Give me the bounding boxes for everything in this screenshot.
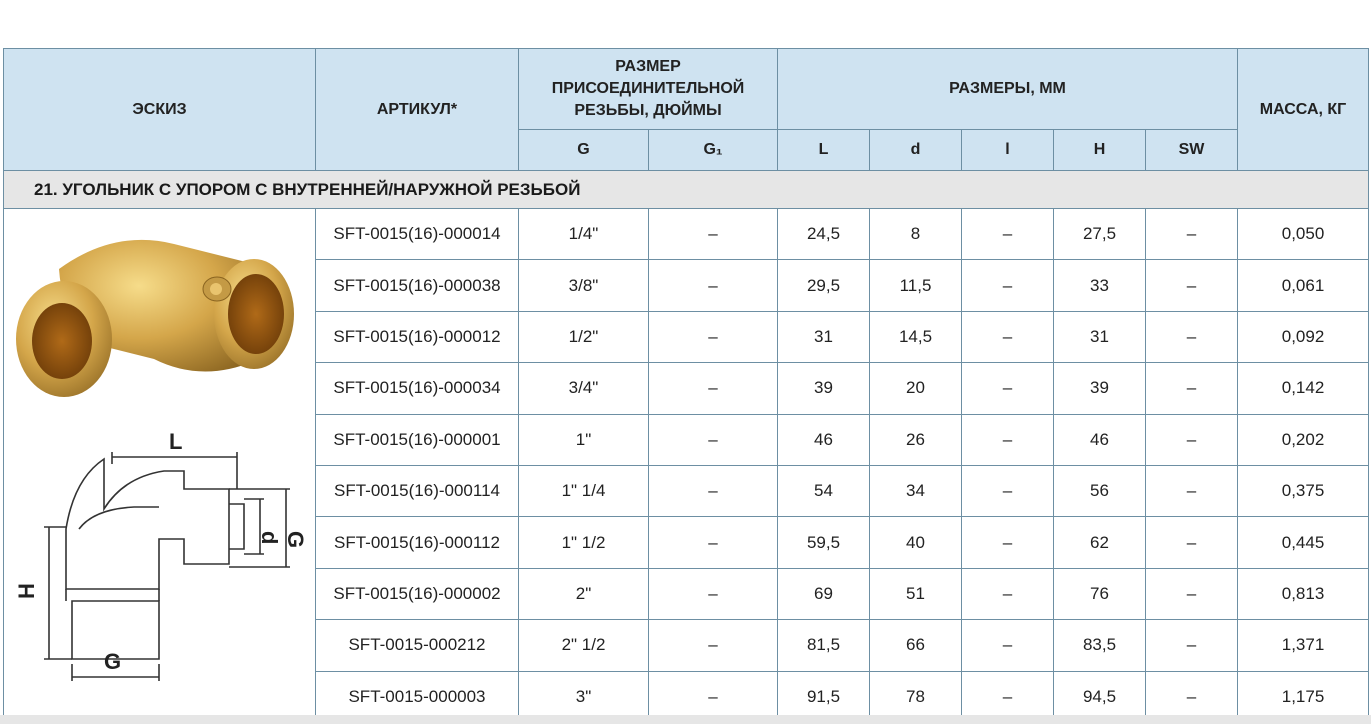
cell-g: 3/4" [519, 363, 649, 414]
cell-sw: – [1146, 363, 1238, 414]
cell-l: 24,5 [778, 209, 870, 260]
header-g1: G₁ [649, 130, 778, 171]
cell-sw: – [1146, 209, 1238, 260]
cell-mass: 0,142 [1238, 363, 1369, 414]
header-mass: МАССА, КГ [1238, 49, 1369, 171]
cell-g: 3/8" [519, 260, 649, 311]
cell-g1: – [649, 568, 778, 619]
header-l: L [778, 130, 870, 171]
label-h: H [14, 583, 39, 599]
header-dimensions: РАЗМЕРЫ, ММ [778, 49, 1238, 130]
header-sketch: ЭСКИЗ [4, 49, 316, 171]
cell-sw: – [1146, 465, 1238, 516]
cell-mass: 0,813 [1238, 568, 1369, 619]
cell-g1: – [649, 260, 778, 311]
cell-d: 40 [870, 517, 962, 568]
cell-d: 66 [870, 620, 962, 671]
cell-l: 29,5 [778, 260, 870, 311]
cell-sw: – [1146, 671, 1238, 722]
cell-l: 59,5 [778, 517, 870, 568]
cell-g1: – [649, 414, 778, 465]
product-table [3, 48, 1368, 723]
header-g: G [519, 130, 649, 171]
cell-article: SFT-0015-000003 [316, 671, 519, 722]
cell-h: 76 [1054, 568, 1146, 619]
cell-g1: – [649, 517, 778, 568]
label-d: d [257, 531, 282, 545]
cell-g: 3" [519, 671, 649, 722]
cell-mass: 0,061 [1238, 260, 1369, 311]
cell-mass: 1,371 [1238, 620, 1369, 671]
cell-sw: – [1146, 260, 1238, 311]
cell-h: 46 [1054, 414, 1146, 465]
cell-l: 81,5 [778, 620, 870, 671]
cell-small-l: – [962, 414, 1054, 465]
cell-sw: – [1146, 414, 1238, 465]
section-title: 21. УГОЛЬНИК С УПОРОМ С ВНУТРЕННЕЙ/НАРУЖНОЙ РЕЗЬБОЙ [4, 171, 1369, 209]
cell-d: 14,5 [870, 311, 962, 362]
cell-g1: – [649, 209, 778, 260]
cell-d: 8 [870, 209, 962, 260]
cell-article: SFT-0015(16)-000012 [316, 311, 519, 362]
cell-article: SFT-0015-000212 [316, 620, 519, 671]
cell-mass: 0,092 [1238, 311, 1369, 362]
cell-h: 39 [1054, 363, 1146, 414]
cell-mass: 0,445 [1238, 517, 1369, 568]
bottom-strip [0, 715, 1371, 724]
cell-small-l: – [962, 671, 1054, 722]
cell-h: 33 [1054, 260, 1146, 311]
cell-h: 27,5 [1054, 209, 1146, 260]
header-small-l: l [962, 130, 1054, 171]
cell-article: SFT-0015(16)-000014 [316, 209, 519, 260]
cell-g: 1" [519, 414, 649, 465]
cell-d: 26 [870, 414, 962, 465]
table-row [4, 209, 1369, 260]
cell-article: SFT-0015(16)-000112 [316, 517, 519, 568]
cell-g: 1" 1/2 [519, 517, 649, 568]
cell-sw: – [1146, 568, 1238, 619]
cell-small-l: – [962, 311, 1054, 362]
cell-small-l: – [962, 260, 1054, 311]
cell-g: 2" 1/2 [519, 620, 649, 671]
cell-sw: – [1146, 517, 1238, 568]
cell-g: 1/2" [519, 311, 649, 362]
cell-g: 1" 1/4 [519, 465, 649, 516]
cell-article: SFT-0015(16)-000114 [316, 465, 519, 516]
cell-g: 1/4" [519, 209, 649, 260]
cell-l: 39 [778, 363, 870, 414]
cell-small-l: – [962, 620, 1054, 671]
header-article: АРТИКУЛ* [316, 49, 519, 171]
cell-mass: 1,175 [1238, 671, 1369, 722]
fitting-photo [16, 240, 294, 397]
cell-small-l: – [962, 568, 1054, 619]
cell-d: 51 [870, 568, 962, 619]
cell-l: 46 [778, 414, 870, 465]
cell-g1: – [649, 363, 778, 414]
header-d: d [870, 130, 962, 171]
cell-d: 34 [870, 465, 962, 516]
cell-g1: – [649, 671, 778, 722]
cell-article: SFT-0015(16)-000038 [316, 260, 519, 311]
cell-article: SFT-0015(16)-000002 [316, 568, 519, 619]
cell-h: 31 [1054, 311, 1146, 362]
cell-g1: – [649, 620, 778, 671]
cell-l: 69 [778, 568, 870, 619]
cell-h: 83,5 [1054, 620, 1146, 671]
cell-mass: 0,050 [1238, 209, 1369, 260]
cell-sw: – [1146, 620, 1238, 671]
cell-sw: – [1146, 311, 1238, 362]
label-l: L [169, 429, 183, 454]
cell-d: 78 [870, 671, 962, 722]
cell-h: 56 [1054, 465, 1146, 516]
cell-small-l: – [962, 209, 1054, 260]
header-thread-size: РАЗМЕР ПРИСОЕДИНИТЕЛЬНОЙ РЕЗЬБЫ, ДЮЙМЫ [519, 49, 778, 130]
cell-mass: 0,375 [1238, 465, 1369, 516]
cell-l: 91,5 [778, 671, 870, 722]
header-sw: SW [1146, 130, 1238, 171]
cell-d: 20 [870, 363, 962, 414]
cell-article: SFT-0015(16)-000034 [316, 363, 519, 414]
cell-small-l: – [962, 363, 1054, 414]
label-g-right: G [283, 531, 308, 549]
cell-h: 62 [1054, 517, 1146, 568]
label-g-bottom: G [104, 649, 122, 674]
cell-g: 2" [519, 568, 649, 619]
cell-l: 54 [778, 465, 870, 516]
cell-g1: – [649, 465, 778, 516]
cell-h: 94,5 [1054, 671, 1146, 722]
cell-small-l: – [962, 465, 1054, 516]
sketch-cell [4, 209, 316, 723]
cell-mass: 0,202 [1238, 414, 1369, 465]
cell-d: 11,5 [870, 260, 962, 311]
cell-g1: – [649, 311, 778, 362]
cell-article: SFT-0015(16)-000001 [316, 414, 519, 465]
fitting-drawing [44, 452, 290, 681]
elbow-fitting-image [4, 209, 316, 717]
cell-small-l: – [962, 517, 1054, 568]
cell-l: 31 [778, 311, 870, 362]
header-h: H [1054, 130, 1146, 171]
